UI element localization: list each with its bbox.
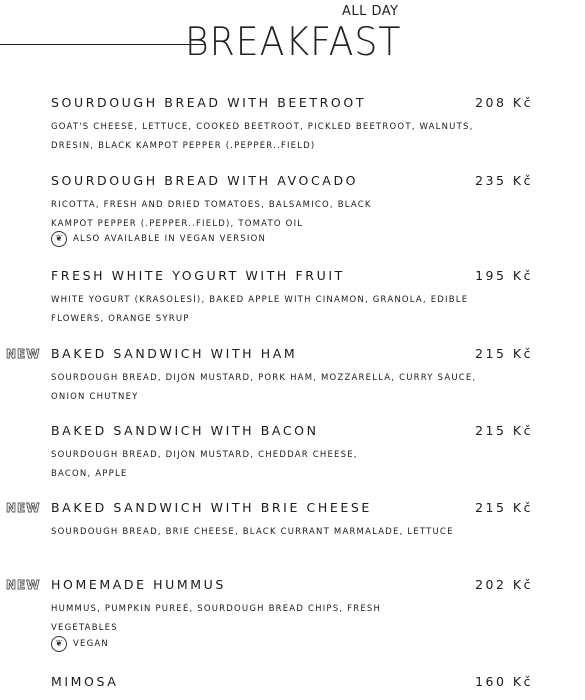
vegan-note bbox=[51, 231, 266, 247]
vegan-note bbox=[51, 636, 109, 652]
item-price: 235 Kč bbox=[475, 173, 533, 188]
item-price: 215 Kč bbox=[475, 423, 533, 438]
item-description: GOAT'S CHEESE, LETTUCE, COOKED BEETROOT, PICKLED BEETROOT, WALNUTS, DRESIN, BLACK KAMPOT PEPPER (.PEPPER..FIELD) bbox=[51, 122, 474, 151]
leaf-icon: ❦ bbox=[51, 231, 67, 247]
item-name: BAKED SANDWICH WITH BACON bbox=[51, 423, 319, 438]
item-name: SOURDOUGH BREAD WITH BEETROOT bbox=[51, 95, 367, 110]
item-name: SOURDOUGH BREAD WITH AVOCADO bbox=[51, 173, 359, 188]
item-description: SOURDOUGH BREAD, DIJON MUSTARD, CHEDDAR CHEESE, BACON, APPLE bbox=[51, 450, 358, 479]
item-description: RICOTTA, FRESH AND DRIED TOMATOES, BALSAMICO, BLACK KAMPOT PEPPER (.PEPPER..FIELD), TOMATO OIL bbox=[51, 200, 372, 229]
new-badge: NEW bbox=[6, 501, 41, 515]
item-price: 195 Kč bbox=[475, 268, 533, 283]
item-price: 208 Kč bbox=[475, 95, 533, 110]
item-description: SOURDOUGH BREAD, BRIE CHEESE, BLACK CURRANT MARMALADE, LETTUCE bbox=[51, 527, 454, 537]
item-name: BAKED SANDWICH WITH HAM bbox=[51, 346, 298, 361]
item-name: HOMEMADE HUMMUS bbox=[51, 577, 226, 592]
item-price: 215 Kč bbox=[475, 500, 533, 515]
item-price: 215 Kč bbox=[475, 346, 533, 361]
header-rule bbox=[0, 44, 205, 45]
vegan-note-text: ALSO AVAILABLE IN VEGAN VERSION bbox=[73, 234, 267, 244]
menu-header bbox=[0, 0, 585, 80]
item-description: HUMMUS, PUMPKIN PUREÉ, SOURDOUGH BREAD CHIPS, FRESH VEGETABLES bbox=[51, 604, 382, 633]
vegan-note-text: VEGAN bbox=[73, 639, 109, 649]
item-name: FRESH WHITE YOGURT WITH FRUIT bbox=[51, 268, 345, 283]
section-subtitle: ALL DAY bbox=[342, 4, 399, 19]
new-badge: NEW bbox=[6, 347, 41, 361]
item-description: SOURDOUGH BREAD, DIJON MUSTARD, PORK HAM, MOZZARELLA, CURRY SAUCE, ONION CHUTNEY bbox=[51, 373, 477, 402]
new-badge: NEW bbox=[6, 578, 41, 592]
item-description: WHITE YOGURT (KRASOLESÍ), BAKED APPLE WITH CINAMON, GRANOLA, EDIBLE FLOWERS, ORANGE SYRUP bbox=[51, 295, 469, 324]
section-title: BREAKFAST bbox=[185, 20, 402, 65]
item-price: 202 Kč bbox=[475, 577, 533, 592]
item-price: 160 Kč bbox=[475, 674, 533, 689]
leaf-icon: ❦ bbox=[51, 636, 67, 652]
item-name: BAKED SANDWICH WITH BRIE CHEESE bbox=[51, 500, 372, 515]
item-name: MIMOSA bbox=[51, 674, 119, 689]
